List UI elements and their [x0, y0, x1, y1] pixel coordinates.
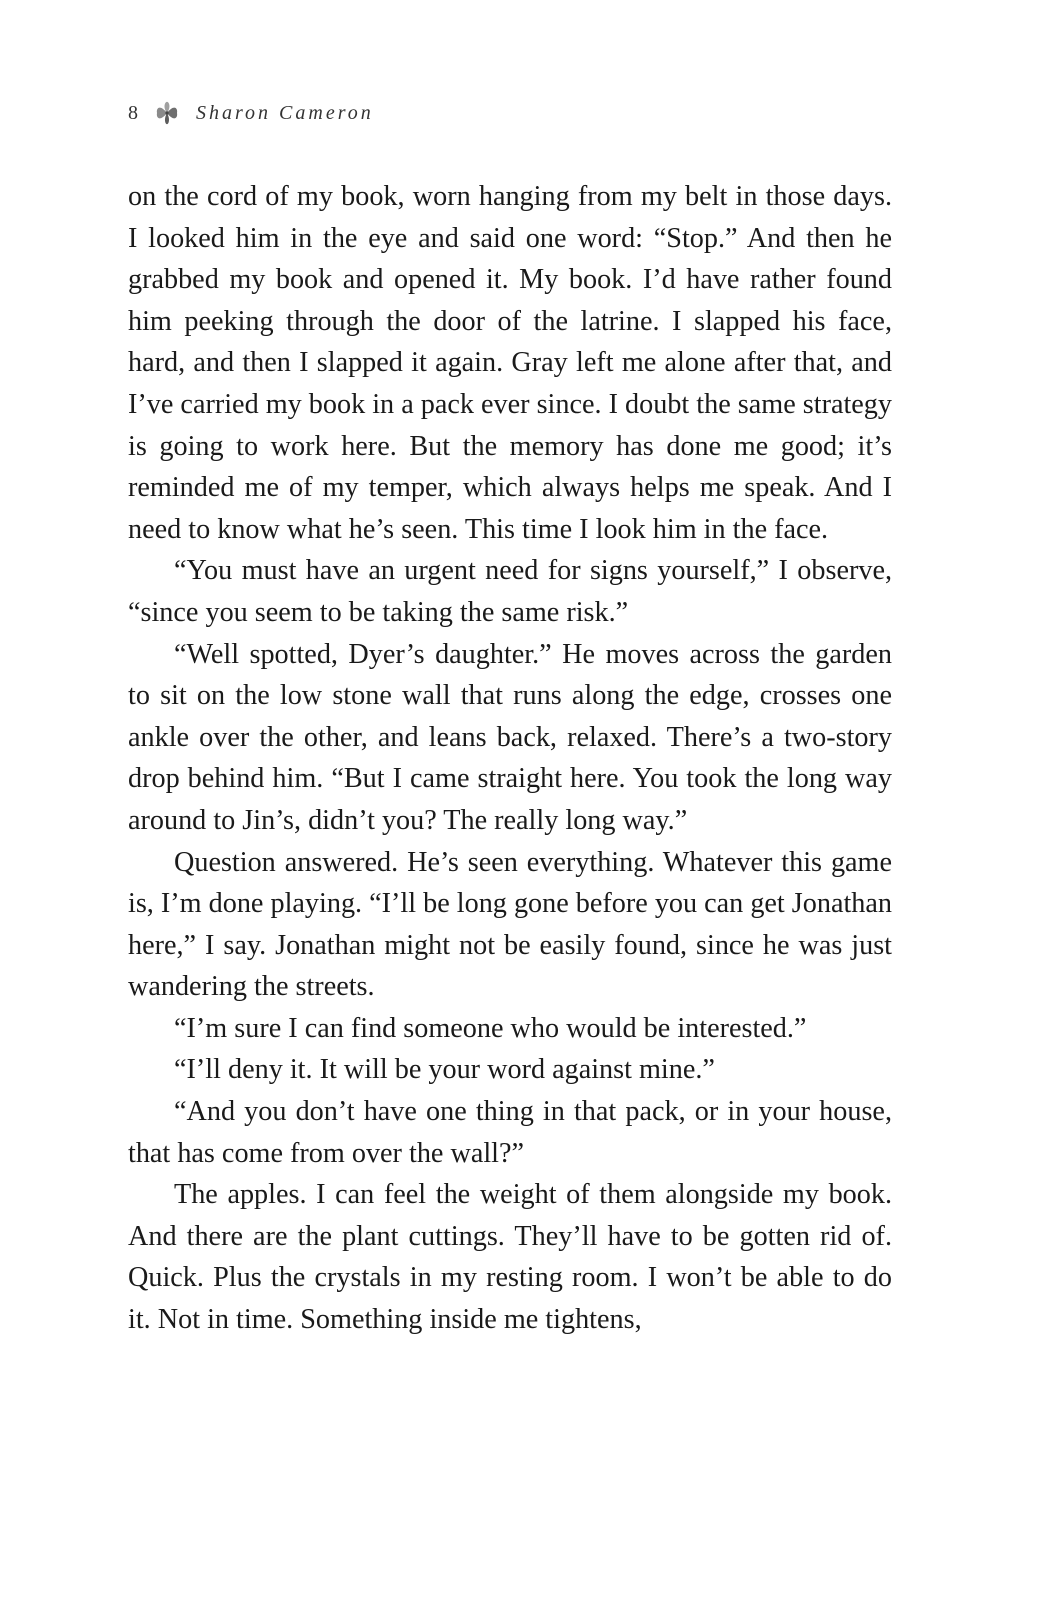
- paragraph: “Well spotted, Dyer’s daughter.” He moves across the garden to sit on the low stone wall that runs along the edge, crosses one ankle over the other, and leans back, relaxed. There’s a two-story drop behind him. “But I came straight here. You took the long way around to Jin’s, didn’t you? The really long way.”: [128, 638, 892, 836]
- running-head: [128, 98, 374, 128]
- paragraph: on the cord of my book, worn hanging from my belt in those days. I looked him in the eye and said one word: “Stop.” And then he grabbed my book and opened it. My book. I’d have rather found him peeking through the door of the latrine. I slapped his face, hard, and then I slapped it again. Gray left me alone after that, and I’ve carried my book in a pack ever since. I doubt the same strategy is going to work here. But the memory has done me good; it’s reminded me of my temper, which always helps me speak. And I need to know what he’s seen. This time I look him in the face.: [128, 181, 892, 545]
- paragraph: “I’ll deny it. It will be your word against mine.”: [174, 1054, 715, 1086]
- paragraph: “I’m sure I can find someone who would be interested.”: [174, 1012, 807, 1044]
- paragraph: The apples. I can feel the weight of them alongside my book. And there are the plant cuttings. They’ll have to be gotten rid of. Quick. Plus the crystals in my resting room. I won’t be able to do it. Not in time. Something inside me tightens,: [128, 1179, 892, 1336]
- body-text: [128, 176, 892, 1341]
- author-name: Sharon Cameron: [196, 101, 374, 124]
- page-number: 8: [128, 101, 138, 124]
- leaf-ornament-icon: [154, 100, 180, 126]
- paragraph: “And you don’t have one thing in that pack, or in your house, that has come from over the wall?”: [128, 1096, 892, 1169]
- paragraph: “You must have an urgent need for signs yourself,” I observe, “since you seem to be taking the same risk.”: [128, 555, 892, 628]
- paragraph: Question answered. He’s seen everything. Whatever this game is, I’m done playing. “I’ll be long gone before you can get Jonathan here,” I say. Jonathan might not be easily found, since he was just wandering the streets.: [128, 846, 892, 1003]
